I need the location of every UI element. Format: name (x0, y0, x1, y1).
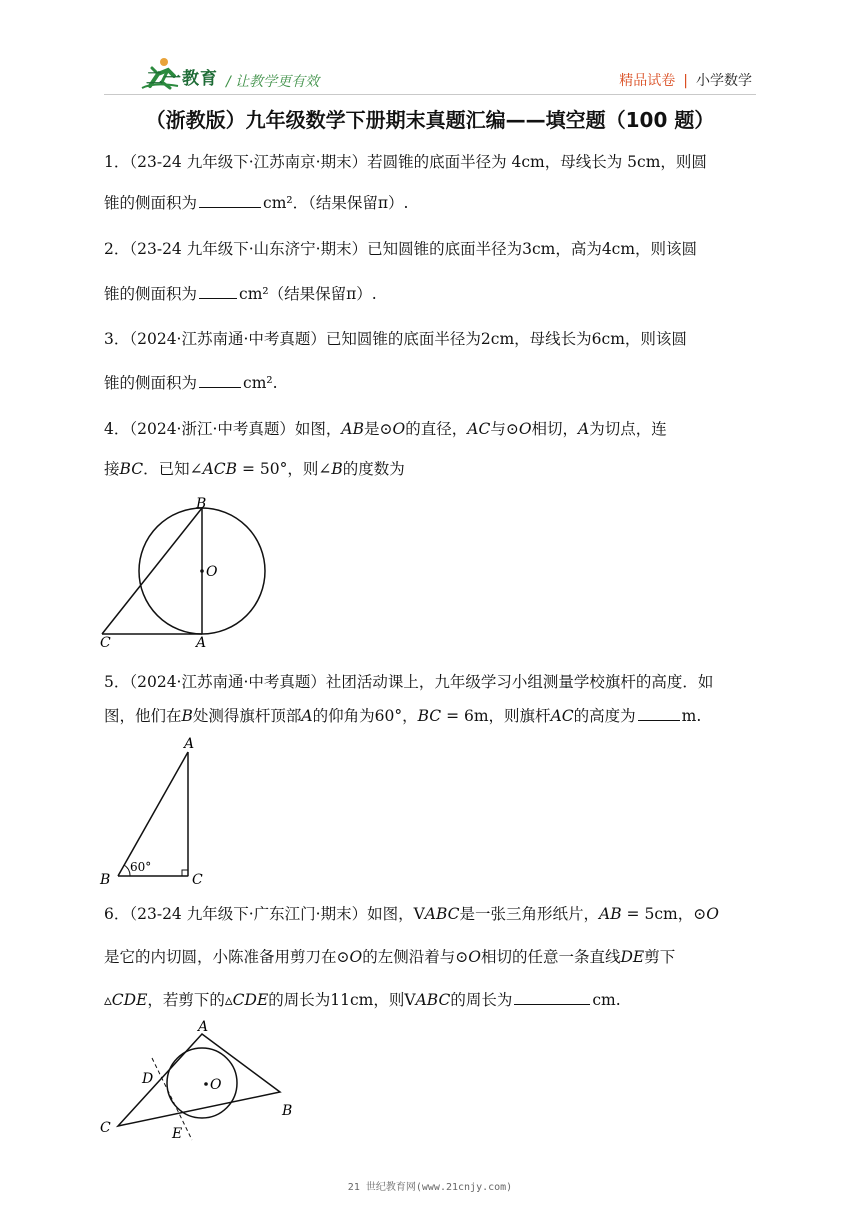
q5-text: m. (681, 707, 702, 725)
label-b: B (196, 496, 207, 512)
segment-bc (102, 508, 202, 634)
math-var: AB (341, 420, 365, 438)
q4-text: 是⊙ (364, 420, 393, 438)
math-var: BC (417, 707, 442, 725)
label-b: B (100, 872, 111, 888)
q1-text: cm²．（结果保留π）. (263, 194, 409, 212)
math-var: O (392, 420, 406, 438)
math-var: CDE (111, 991, 148, 1009)
q4-text: 相切， (531, 420, 579, 438)
label-e: E (172, 1126, 183, 1142)
q4-line2 (104, 457, 764, 479)
center-point (204, 1082, 208, 1086)
label-a: A (198, 1019, 209, 1035)
q2-text: 锥的侧面积为 (104, 285, 198, 303)
q5-text: 5．（2024·江苏南通·中考真题）社团活动课上，九年级学习小组测量学校旗杆的高度．如 (104, 673, 714, 691)
brand-name: 二一教育 (146, 69, 218, 89)
answer-blank[interactable] (199, 193, 261, 208)
q1-line2 (104, 191, 764, 213)
math-var: O (349, 948, 363, 966)
math-var: AB (599, 905, 622, 923)
q4-text: 4．（2024·浙江·中考真题）如图， (104, 420, 342, 438)
q6-line3 (104, 988, 764, 1010)
q6-text: 的左侧沿着与⊙ (362, 948, 469, 966)
label-c: C (100, 635, 111, 648)
q4-text: ．已知∠ (143, 460, 203, 478)
label-o: O (210, 1077, 222, 1093)
q5-text: = 6m，则旗杆 (441, 707, 551, 725)
q3-line2 (104, 371, 764, 393)
q4-text: = 50°，则∠ (237, 460, 332, 478)
q3-text: 锥的侧面积为 (104, 374, 198, 392)
q6-text: 的周长为 (450, 991, 513, 1009)
math-var: AC (550, 707, 574, 725)
q6-text: ▵ (104, 991, 112, 1009)
q6-text: 相切的任意一条直线 (480, 948, 621, 966)
header-tags (619, 70, 752, 90)
q4-text: 的直径， (405, 420, 468, 438)
q3-line1 (104, 327, 764, 349)
q6-text: 剪下 (644, 948, 676, 966)
q5-figure (96, 732, 216, 890)
label-a: A (196, 635, 207, 648)
q6-line2 (104, 945, 764, 967)
page-footer: 21 世纪教育网(www.21cnjy.com) (347, 1182, 513, 1193)
q2-text: 2．（23-24 九年级下·山东济宁·期末）已知圆锥的底面半径为3cm，高为4cm，则该圆 (104, 240, 698, 258)
header-divider (104, 94, 756, 95)
label-o: O (206, 564, 218, 580)
math-var: ACB (202, 460, 238, 478)
math-var: B (331, 460, 343, 478)
answer-blank[interactable] (514, 990, 590, 1005)
label-a: A (184, 736, 195, 752)
q6-text: cm. (592, 991, 621, 1009)
brand-slogan: / 让教学更有效 (226, 74, 320, 90)
math-var: DE (620, 948, 645, 966)
tag-subject: 小学数学 (696, 73, 752, 89)
q6-text: ，若剪下的▵ (147, 991, 233, 1009)
q4-figure (96, 496, 276, 648)
incircle-o (167, 1048, 237, 1118)
math-var: O (468, 948, 481, 966)
math-var: O (706, 905, 719, 923)
math-var: A (578, 420, 590, 438)
q4-text: 为切点，连 (589, 420, 667, 438)
q1-line1 (104, 150, 764, 172)
q6-figure (96, 1014, 306, 1144)
tag-separator: | (683, 73, 688, 89)
q4-text: 与⊙ (490, 420, 519, 438)
q5-text: 的仰角为60°， (312, 707, 418, 725)
q3-text: cm². (243, 374, 278, 392)
math-var: CDE (232, 991, 269, 1009)
q5-line1 (104, 670, 764, 692)
answer-blank[interactable] (199, 373, 241, 388)
tag-premium: 精品试卷 (619, 73, 676, 89)
label-c: C (100, 1120, 111, 1136)
label-angle: 60° (130, 860, 152, 874)
math-var: O (518, 420, 532, 438)
q1-text: 1．（23-24 九年级下·江苏南京·期末）若圆锥的底面半径为 4cm，母线长为 5cm，则圆 (104, 153, 707, 171)
q4-text: 接 (104, 460, 120, 478)
q6-text: 的周长为11cm，则V (268, 991, 416, 1009)
math-var: ABC (415, 991, 451, 1009)
q2-line2 (104, 282, 764, 304)
answer-blank[interactable] (638, 706, 680, 721)
math-var: B (181, 707, 193, 725)
q6-line1 (104, 902, 764, 924)
math-var: A (301, 707, 313, 725)
right-angle-mark (182, 870, 188, 876)
page-header (0, 0, 860, 100)
sightline-ab (118, 752, 188, 876)
math-var: AC (467, 420, 491, 438)
center-point (200, 569, 204, 573)
label-d: D (142, 1071, 154, 1087)
q6-text: 是一张三角形纸片， (459, 905, 600, 923)
math-var: ABC (424, 905, 460, 923)
math-var: BC (119, 460, 144, 478)
q4-line1 (104, 417, 764, 439)
q2-text: cm²（结果保留π）. (239, 285, 377, 303)
q5-text: 图，他们在 (104, 707, 182, 725)
q4-text: 的度数为 (342, 460, 405, 478)
label-b: B (282, 1103, 293, 1119)
q5-text: 的高度为 (573, 707, 636, 725)
q6-text: = 5cm，⊙ (621, 905, 707, 923)
q6-text: 6．（23-24 九年级下·广东江门·期末）如图，V (104, 905, 425, 923)
q5-text: 处测得旗杆顶部 (192, 707, 302, 725)
q5-line2 (104, 704, 764, 726)
page-title: （浙教版）九年级数学下册期末真题汇编——填空题（100 题） (145, 108, 715, 132)
q3-text: 3．（2024·江苏南通·中考真题）已知圆锥的底面半径为2cm，母线长为6cm，则该圆 (104, 330, 687, 348)
label-c: C (192, 872, 203, 888)
q2-line1 (104, 237, 764, 259)
answer-blank[interactable] (199, 284, 237, 299)
q6-text: 是它的内切圆，小陈准备用剪刀在⊙ (104, 948, 350, 966)
q1-text: 锥的侧面积为 (104, 194, 198, 212)
